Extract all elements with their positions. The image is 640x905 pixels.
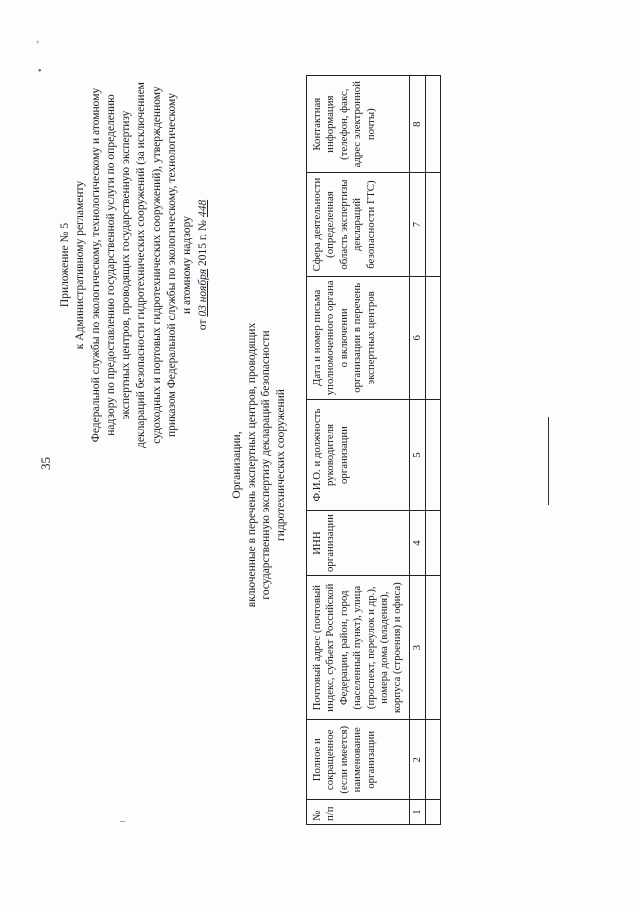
- separator-line: [548, 417, 549, 505]
- title-line: государственную экспертизу деклараций безопасности: [260, 330, 272, 600]
- empty-cell: [426, 800, 441, 825]
- header-cell-scope: Сфера деятельности (определенная область экспертизы деклараций безопасности ГТС): [307, 173, 410, 276]
- column-number: 3: [409, 576, 425, 720]
- header-cell-name: Полное и сокращенное (если имеется) наименование организации: [307, 720, 410, 800]
- appendix-line: и атомному надзору: [181, 216, 194, 314]
- appendix-line: деклараций безопасности гидротехнических сооружений (за исключением: [135, 82, 148, 448]
- appendix-line: Федеральной службы по экологическому, технологическому и атомному: [89, 87, 102, 443]
- header-cell-contacts: Контактная информация (телефон, факс, адрес электронной почты): [307, 76, 410, 173]
- date-prefix: от: [196, 319, 209, 331]
- title-line: Организации,: [231, 431, 243, 499]
- table-header-row: [307, 76, 410, 825]
- title-line: гидротехнических сооружений: [274, 389, 287, 541]
- appendix-heading: Приложение № 5: [59, 222, 71, 308]
- appendix-line: экспертных центров, проводящих государственную экспертизу: [120, 110, 133, 420]
- header-cell-address: Почтовый адрес (почтовый индекс, субъект Российской Федерации, район, город (населенный пункт), улица (проспект, переулок и др.), номера дома (владения), корпуса (строения) и офиса): [307, 576, 410, 720]
- appendix-date-line: [196, 45, 211, 485]
- date-suffix: 2015 г. №: [196, 219, 209, 267]
- handwritten-number: 448: [196, 199, 209, 218]
- appendix-line: приказом Федеральной службы по экологическому, технологическому: [166, 92, 179, 438]
- empty-cell: [426, 511, 441, 576]
- column-number: 7: [409, 173, 425, 276]
- column-number: 5: [409, 399, 425, 510]
- appendix-line: к Административному регламенту: [74, 180, 87, 350]
- document-title: [230, 275, 288, 655]
- column-number: 4: [409, 511, 425, 576]
- page-number: 35: [38, 457, 53, 470]
- empty-cell: [426, 173, 441, 276]
- header-cell-number: № п/п: [307, 800, 410, 825]
- appendix-line: судоходных и портовых гидротехнических сооружений), утвержденному: [150, 86, 163, 444]
- scan-artifact-mark: –: [120, 816, 125, 827]
- appendix-line: надзору по предоставлению государственной услуги по определению: [104, 94, 117, 436]
- scan-artifact-mark: ’: [36, 40, 40, 51]
- appendix-block: [58, 45, 211, 485]
- empty-cell: [426, 399, 441, 510]
- empty-cell: [426, 276, 441, 399]
- empty-table-row: [426, 76, 441, 825]
- empty-cell: [426, 720, 441, 800]
- column-number: 8: [409, 76, 425, 173]
- empty-cell: [426, 76, 441, 173]
- column-number: 6: [409, 276, 425, 399]
- column-number: 2: [409, 720, 425, 800]
- column-number: 1: [409, 800, 425, 825]
- header-cell-inn: ИНН организации: [307, 511, 410, 576]
- handwritten-date: 03 ноября: [196, 268, 209, 317]
- title-line: включенные в перечень экспертных центров, проводящих: [245, 322, 258, 608]
- scan-artifact-mark: •: [38, 66, 42, 77]
- header-cell-director: Ф.И.О. и должность руководителя организации: [307, 399, 410, 510]
- empty-cell: [426, 576, 441, 720]
- column-number-row: [409, 76, 425, 825]
- expert-centers-table: [306, 75, 441, 825]
- header-cell-letter: Дата и номер письма уполномоченного органа о включении организации в перечень экспертных центров: [307, 276, 410, 399]
